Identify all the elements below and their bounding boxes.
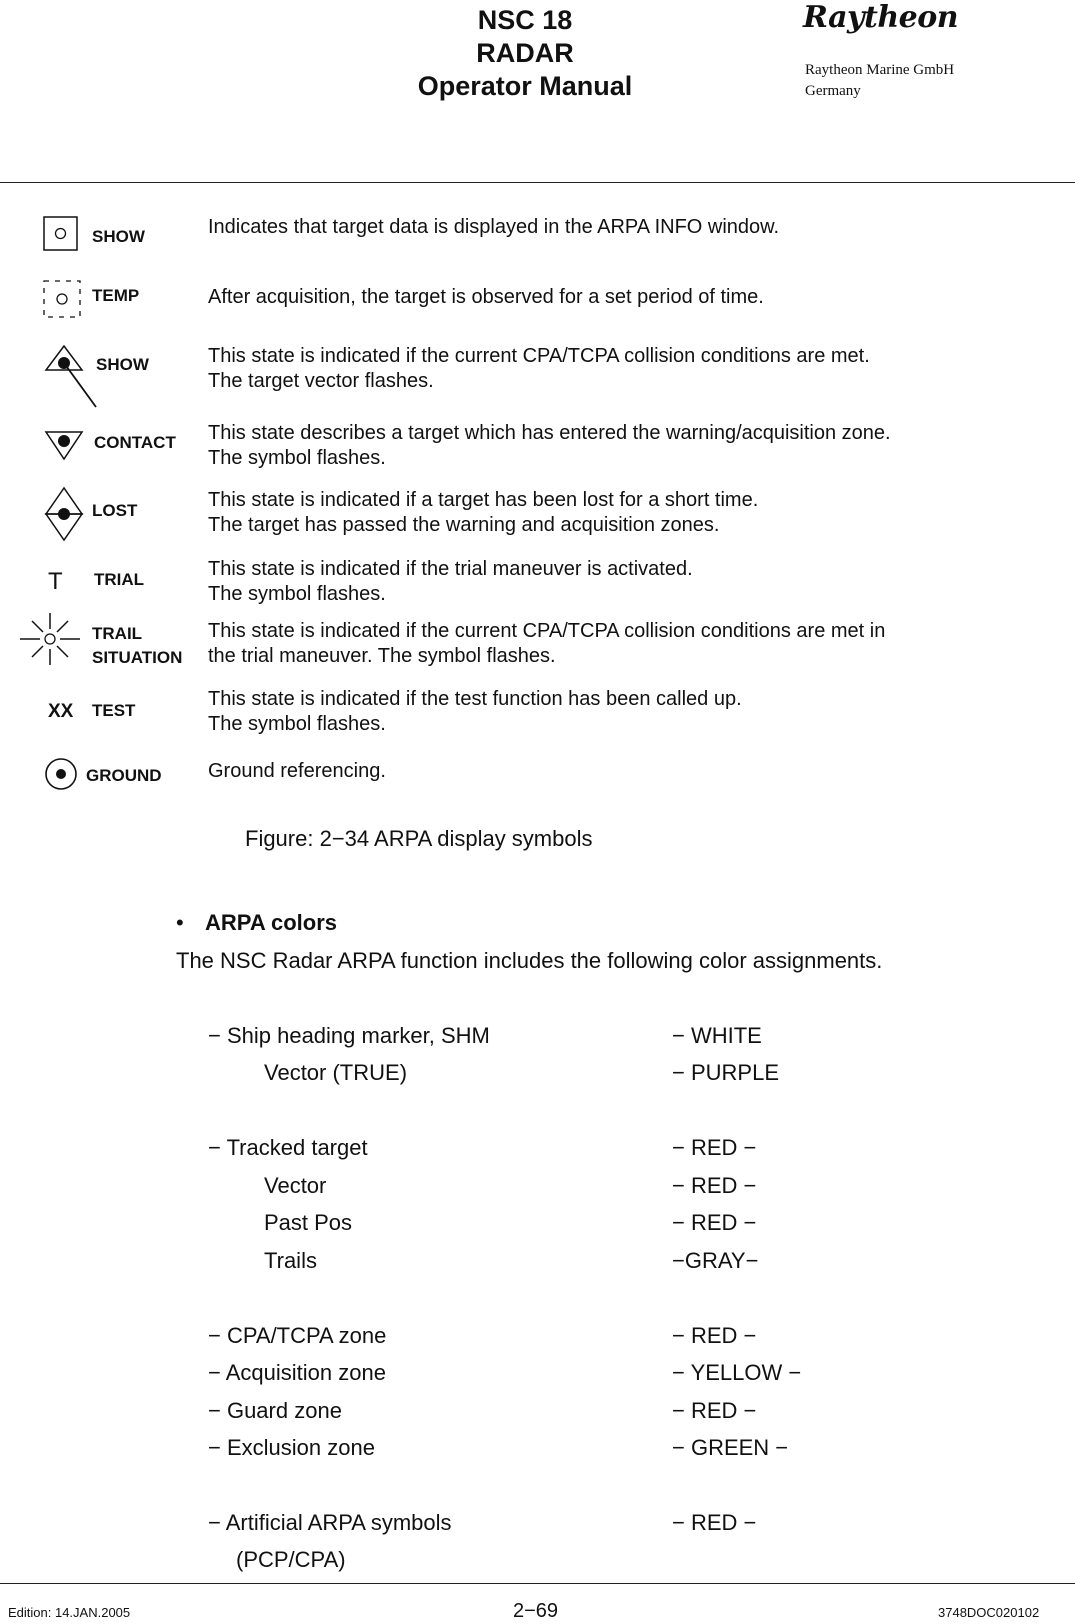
symbol-desc-contact-line2: The symbol flashes. bbox=[208, 447, 386, 469]
footer-page-number: 2−69 bbox=[513, 1600, 559, 1622]
color-value: − YELLOW − bbox=[672, 1360, 802, 1385]
color-item: − Acquisition zone bbox=[208, 1360, 386, 1385]
symbol-label-temp: TEMP bbox=[92, 286, 140, 305]
color-item: Vector (TRUE) bbox=[264, 1060, 408, 1085]
symbol-desc-test-line2: The symbol flashes. bbox=[208, 713, 386, 735]
brand-logo: Raytheon bbox=[803, 0, 959, 35]
color-item: − Tracked target bbox=[208, 1135, 368, 1160]
symbol-desc-dangerous-line2: The target vector flashes. bbox=[208, 370, 434, 392]
color-value: − RED − bbox=[672, 1398, 757, 1423]
temp-dashed-box-symbol-icon bbox=[36, 278, 100, 328]
color-value: − RED − bbox=[672, 1210, 757, 1235]
color-item: Past Pos bbox=[264, 1210, 353, 1235]
dangerous-target-triangle-icon bbox=[36, 340, 100, 410]
footer-edition: Edition: 14.JAN.2005 bbox=[8, 1605, 131, 1620]
color-value: − GREEN − bbox=[672, 1435, 789, 1460]
symbol-label-show-dangerous: SHOW bbox=[96, 355, 149, 374]
symbol-label-lost: LOST bbox=[92, 501, 138, 520]
section-title: ARPA colors bbox=[205, 910, 338, 935]
color-item: Vector bbox=[264, 1173, 327, 1198]
trial-situation-starburst-icon bbox=[18, 610, 82, 670]
symbol-desc-test-line1: This state is indicated if the test function has been called up. bbox=[208, 688, 742, 710]
header-title-manual: Operator Manual bbox=[417, 71, 633, 101]
symbol-label-trail: TRAIL bbox=[92, 624, 143, 643]
symbol-desc-temp: After acquisition, the target is observed for a set period of time. bbox=[208, 286, 764, 308]
symbol-desc-ground: Ground referencing. bbox=[208, 760, 386, 782]
lost-diamond-symbol-icon bbox=[36, 484, 100, 554]
symbol-desc-show: Indicates that target data is displayed in the ARPA INFO window. bbox=[208, 216, 780, 238]
show-box-symbol-icon bbox=[36, 213, 100, 263]
section-intro: The NSC Radar ARPA function includes the following color assignments. bbox=[176, 948, 883, 973]
footer-rule bbox=[0, 1583, 1075, 1584]
color-value: − WHITE bbox=[672, 1023, 762, 1048]
symbol-label-contact: CONTACT bbox=[94, 433, 176, 452]
symbol-desc-contact-line1: This state describes a target which has entered the warning/acquisition zone. bbox=[208, 422, 891, 444]
header-rule bbox=[0, 182, 1075, 183]
color-item: Trails bbox=[264, 1248, 317, 1273]
symbol-desc-lost-line2: The target has passed the warning and acquisition zones. bbox=[208, 514, 720, 536]
symbol-label-trial: TRIAL bbox=[94, 570, 145, 589]
symbol-desc-trail-line1: This state is indicated if the current CPA/TCPA collision conditions are met in bbox=[208, 620, 886, 642]
color-item: − Ship heading marker, SHM bbox=[208, 1023, 490, 1048]
footer-doc-number: 3748DOC020102 bbox=[938, 1605, 1040, 1620]
symbol-desc-trial-line1: This state is indicated if the trial maneuver is activated. bbox=[208, 558, 693, 580]
color-item: − Artificial ARPA symbols bbox=[208, 1510, 452, 1535]
color-value: − PURPLE bbox=[672, 1060, 779, 1085]
company-name: Raytheon Marine GmbH bbox=[805, 62, 955, 78]
contact-inverted-triangle-icon bbox=[36, 425, 100, 475]
test-xx-symbol-icon: XX bbox=[48, 701, 74, 722]
color-value: − RED − bbox=[672, 1323, 757, 1348]
header-title-radar: RADAR bbox=[476, 38, 574, 68]
color-value: − RED − bbox=[672, 1510, 757, 1535]
section-bullet: • bbox=[176, 910, 184, 935]
company-country: Germany bbox=[805, 83, 861, 99]
figure-caption: Figure: 2−34 ARPA display symbols bbox=[245, 826, 593, 851]
color-value: − RED − bbox=[672, 1173, 757, 1198]
symbol-desc-dangerous-line1: This state is indicated if the current CPA/TCPA collision conditions are met. bbox=[208, 345, 870, 367]
symbol-label-show: SHOW bbox=[92, 227, 145, 246]
color-item: − Guard zone bbox=[208, 1398, 342, 1423]
color-value: − RED − bbox=[672, 1135, 757, 1160]
color-item: (PCP/CPA) bbox=[236, 1547, 346, 1572]
color-item: − Exclusion zone bbox=[208, 1435, 375, 1460]
header-title-nsc: NSC 18 bbox=[477, 5, 573, 35]
symbol-desc-lost-line1: This state is indicated if a target has been lost for a short time. bbox=[208, 489, 759, 511]
color-item: − CPA/TCPA zone bbox=[208, 1323, 387, 1348]
color-value: −GRAY− bbox=[672, 1248, 759, 1273]
symbol-desc-trial-line2: The symbol flashes. bbox=[208, 583, 386, 605]
trial-t-symbol-icon: T bbox=[48, 568, 63, 595]
symbol-label-situation: SITUATION bbox=[92, 648, 183, 667]
symbol-label-test: TEST bbox=[92, 701, 136, 720]
symbol-desc-trail-line2: the trial maneuver. The symbol flashes. bbox=[208, 645, 556, 667]
symbol-label-ground: GROUND bbox=[86, 766, 162, 785]
